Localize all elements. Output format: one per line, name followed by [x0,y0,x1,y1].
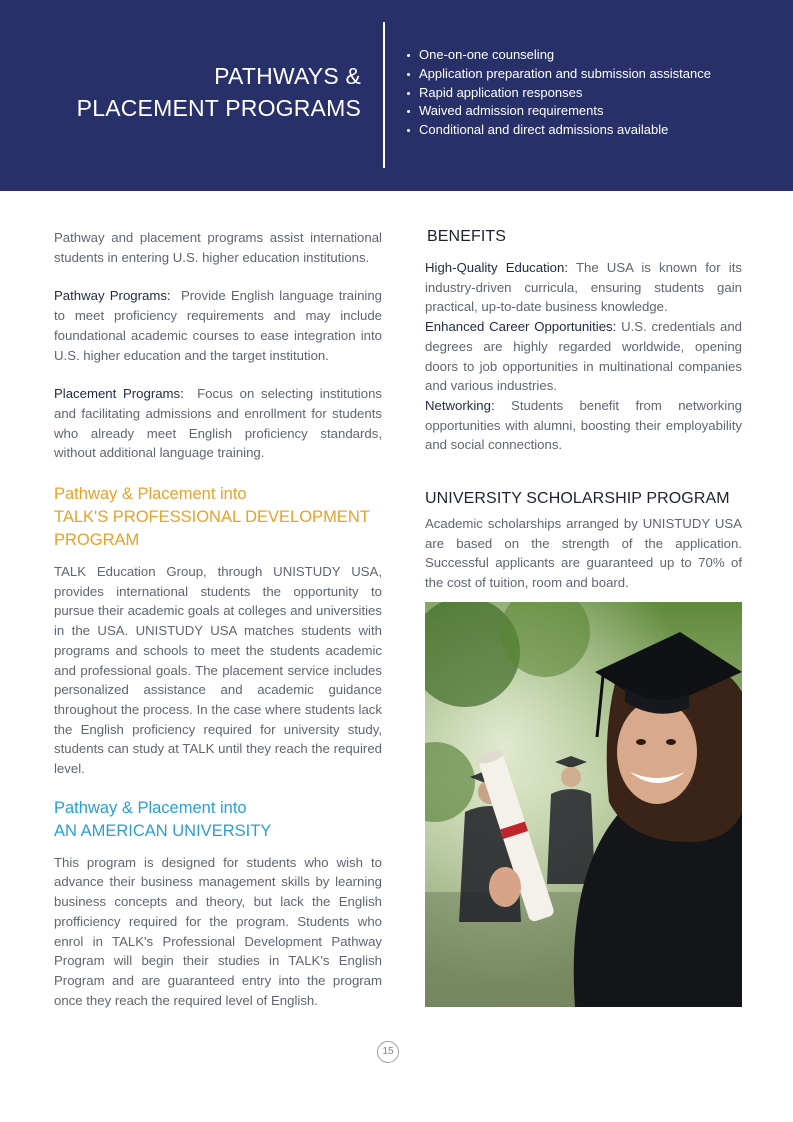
feature-item: One-on-one counseling [405,46,711,65]
feature-item: Rapid application responses [405,84,711,103]
placement-text: Focus on selecting institutions and facilitating admissions and enrollment for students who already meet English proficiency standards, without additional language training. [54,386,383,461]
feature-list [405,46,711,140]
placement-term: Placement Programs: [54,386,184,402]
professional-development-heading [54,483,382,552]
page-title-line-2: PLACEMENT PROGRAMS [76,95,361,121]
scholarship-text: Academic scholarships arranged by UNISTUDY USA are based on the strength of the application. Successful applicants are guaranteed up to 70% of the cost of tuition, room and board. [425,516,742,591]
feature-item: Waived admission requirements [405,102,711,121]
right-column [425,228,742,593]
heading-line: Pathway & Placement into [54,798,247,817]
benefit-term: Enhanced Career Opportunities: [425,319,617,335]
benefit-text: U.S. credentials and degrees are highly regarded worldwide, opening doors to job opportunities in multinational companies and various industries. [425,319,742,394]
page-title-line-1: PATHWAYS & [214,63,361,89]
left-column [54,228,382,1010]
pathway-term: Pathway Programs: [54,288,171,304]
pathway-paragraph [54,286,382,365]
scholarship-heading: UNIVERSITY SCHOLARSHIP PROGRAM [425,490,730,508]
american-university-heading [54,797,382,843]
page-number: 15 [377,1041,399,1063]
benefit-text: Students benefit from networking opportunities with alumni, boosting their employability and social connections. [425,397,742,453]
benefit-term: High-Quality Education: [425,260,569,275]
feature-item: Application preparation and submission assistance [405,65,711,84]
feature-item: Conditional and direct admissions available [405,121,711,140]
pathway-text: Provide English language training to meet proficiency requirements and may include foundational academic courses to ease integration into U.S. higher education and the target institution. [54,288,383,363]
page-title [77,60,361,124]
heading-line: TALK'S PROFESSIONAL DEVELOPMENT [54,508,370,527]
intro-paragraph: Pathway and placement programs assist international students in entering U.S. higher education institutions. [54,230,382,265]
benefit-item [425,396,742,455]
american-university-text: This program is designed for students who wish to advance their business management skills by learning business concepts and theory, but lack the English profficiency required for the program. Students who enrol in TALK's Professional Development Pathway Program will begin their studies in TALK's English Program and are guaranteed entry into the program once they reach the required level of English. [54,854,382,1008]
heading-line: Pathway & Placement into [54,485,247,504]
benefit-term: Networking: [425,397,495,413]
page-header [0,0,793,191]
benefits-heading: BENEFITS [427,228,507,245]
heading-line: AN AMERICAN UNIVERSITY [54,821,272,840]
graduate-photo [425,602,742,1007]
heading-line: PROGRAM [54,531,140,550]
benefit-item [425,258,742,317]
benefit-text: The USA is known for its industry-driven curricula, ensuring students gain practical, up-to-date business knowledge. [425,260,742,315]
benefit-item [425,317,742,396]
placement-paragraph [54,384,382,463]
professional-development-text: TALK Education Group, through UNISTUDY USA, provides international students the opportunity to pursue their academic goals at colleges and universities in the USA. UNISTUDY USA matches students with programs and schools to meet the students academic and professional goals. The placement service includes personalized assistance and academic guidance throughout the process. In the case where students lack the English proficiency required for university study, students can study at TALK until they reach the required level. [54,564,382,777]
header-divider [383,22,385,168]
graduate-illustration [425,602,742,1007]
